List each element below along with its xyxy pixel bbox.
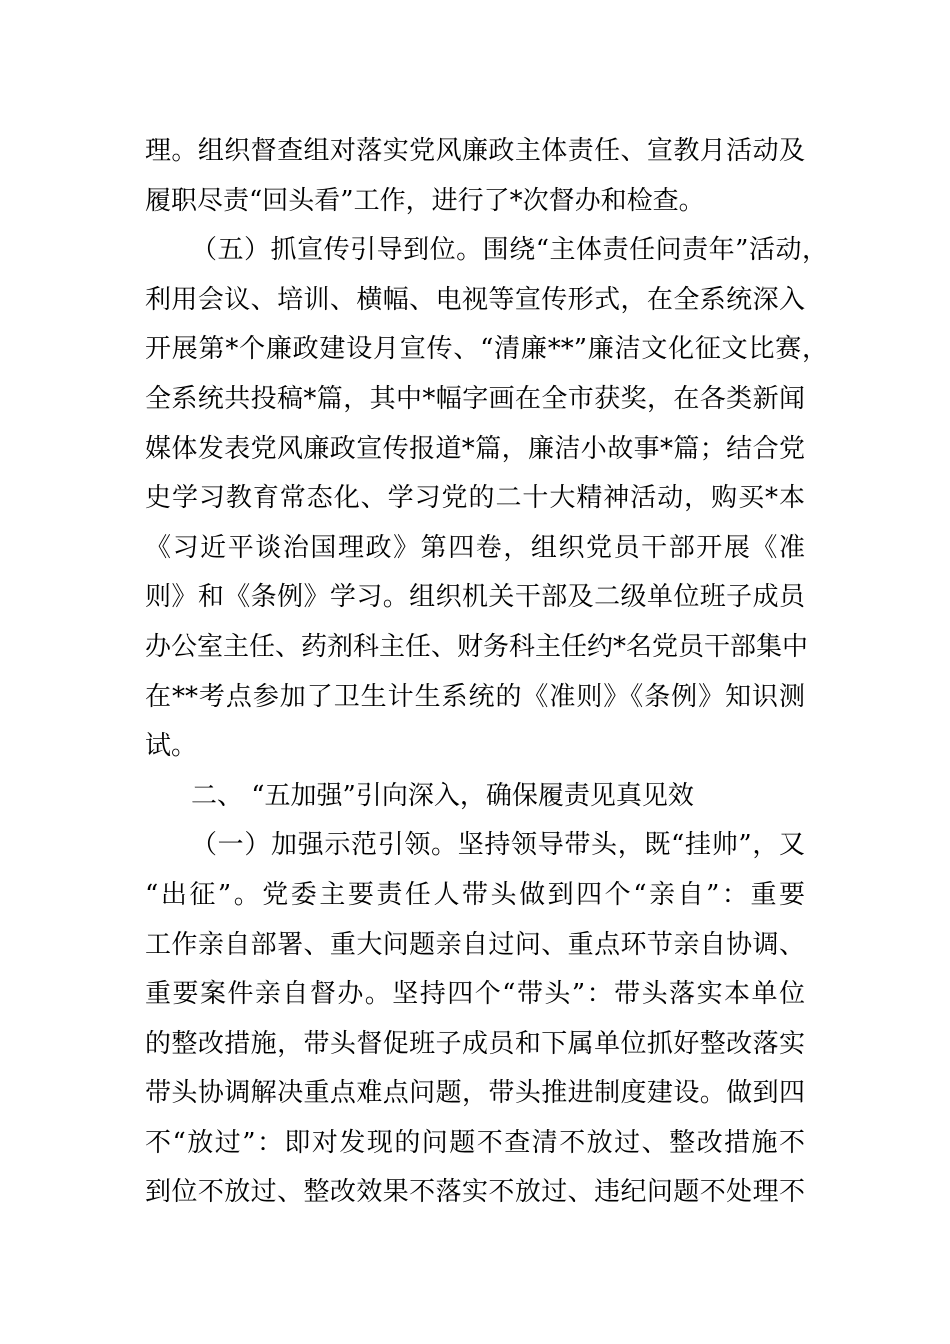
- text-line: 办公室主任、药剂科主任、财务科主任约*名党员干部集中: [145, 631, 809, 662]
- text-line: 全系统共投稿*篇，其中*幅字画在全市获奖，在各类新闻: [145, 383, 805, 414]
- text-line: 试。: [145, 731, 198, 762]
- text-line: 到位不放过、整改效果不落实不放过、违纪问题不处理不: [145, 1177, 805, 1208]
- text-line: 带头协调解决重点难点问题，带头推进制度建设。做到四: [145, 1078, 805, 1109]
- text-line: “出征”。党委主要责任人带头做到四个“亲自”：重要: [145, 879, 805, 910]
- text-line: 开展第*个廉政建设月宣传、“清廉**”廉洁文化征文比赛，: [145, 334, 828, 365]
- text-line: 重要案件亲自督办。坚持四个“带头”：带头落实本单位: [145, 979, 805, 1010]
- paragraph-continued: [145, 127, 845, 226]
- text-line: 在**考点参加了卫生计生系统的《准则》《条例》知识测: [145, 681, 805, 712]
- text-line: 媒体发表党风廉政宣传报道*篇，廉洁小故事*篇；结合党: [145, 433, 805, 464]
- text-line: 不“放过”：即对发现的问题不查清不放过、整改措施不: [145, 1127, 805, 1158]
- text-line: 则》和《条例》学习。组织机关干部及二级单位班子成员: [145, 582, 805, 613]
- text-line: （五）抓宣传引导到位。围绕“主体责任问责年”活动，: [191, 235, 828, 266]
- text-line: （一）加强示范引领。坚持领导带头，既“挂帅”，又: [191, 830, 805, 861]
- section-heading: [145, 772, 845, 822]
- section-heading-text: 二、 “五加强”引向深入，确保履责见真见效: [191, 780, 694, 811]
- paragraph-demonstration: [145, 821, 845, 1218]
- text-line: 理。组织督查组对落实党风廉政主体责任、宣教月活动及: [145, 136, 805, 166]
- text-line: 的整改措施，带头督促班子成员和下属单位抓好整改落实: [145, 1028, 805, 1059]
- text-line: 利用会议、培训、横幅、电视等宣传形式，在全系统深入: [145, 284, 805, 315]
- text-line: 工作亲自部署、重大问题亲自过问、重点环节亲自协调、: [145, 929, 805, 960]
- paragraph-publicity: [145, 226, 845, 772]
- text-line: 《习近平谈治国理政》第四卷，组织党员干部开展《准: [145, 532, 805, 563]
- text-line: 履职尽责“回头看”工作，进行了*次督办和检查。: [145, 185, 705, 216]
- text-line: 史学习教育常态化、学习党的二十大精神活动，购买*本: [145, 483, 805, 514]
- document-body: [145, 127, 845, 1218]
